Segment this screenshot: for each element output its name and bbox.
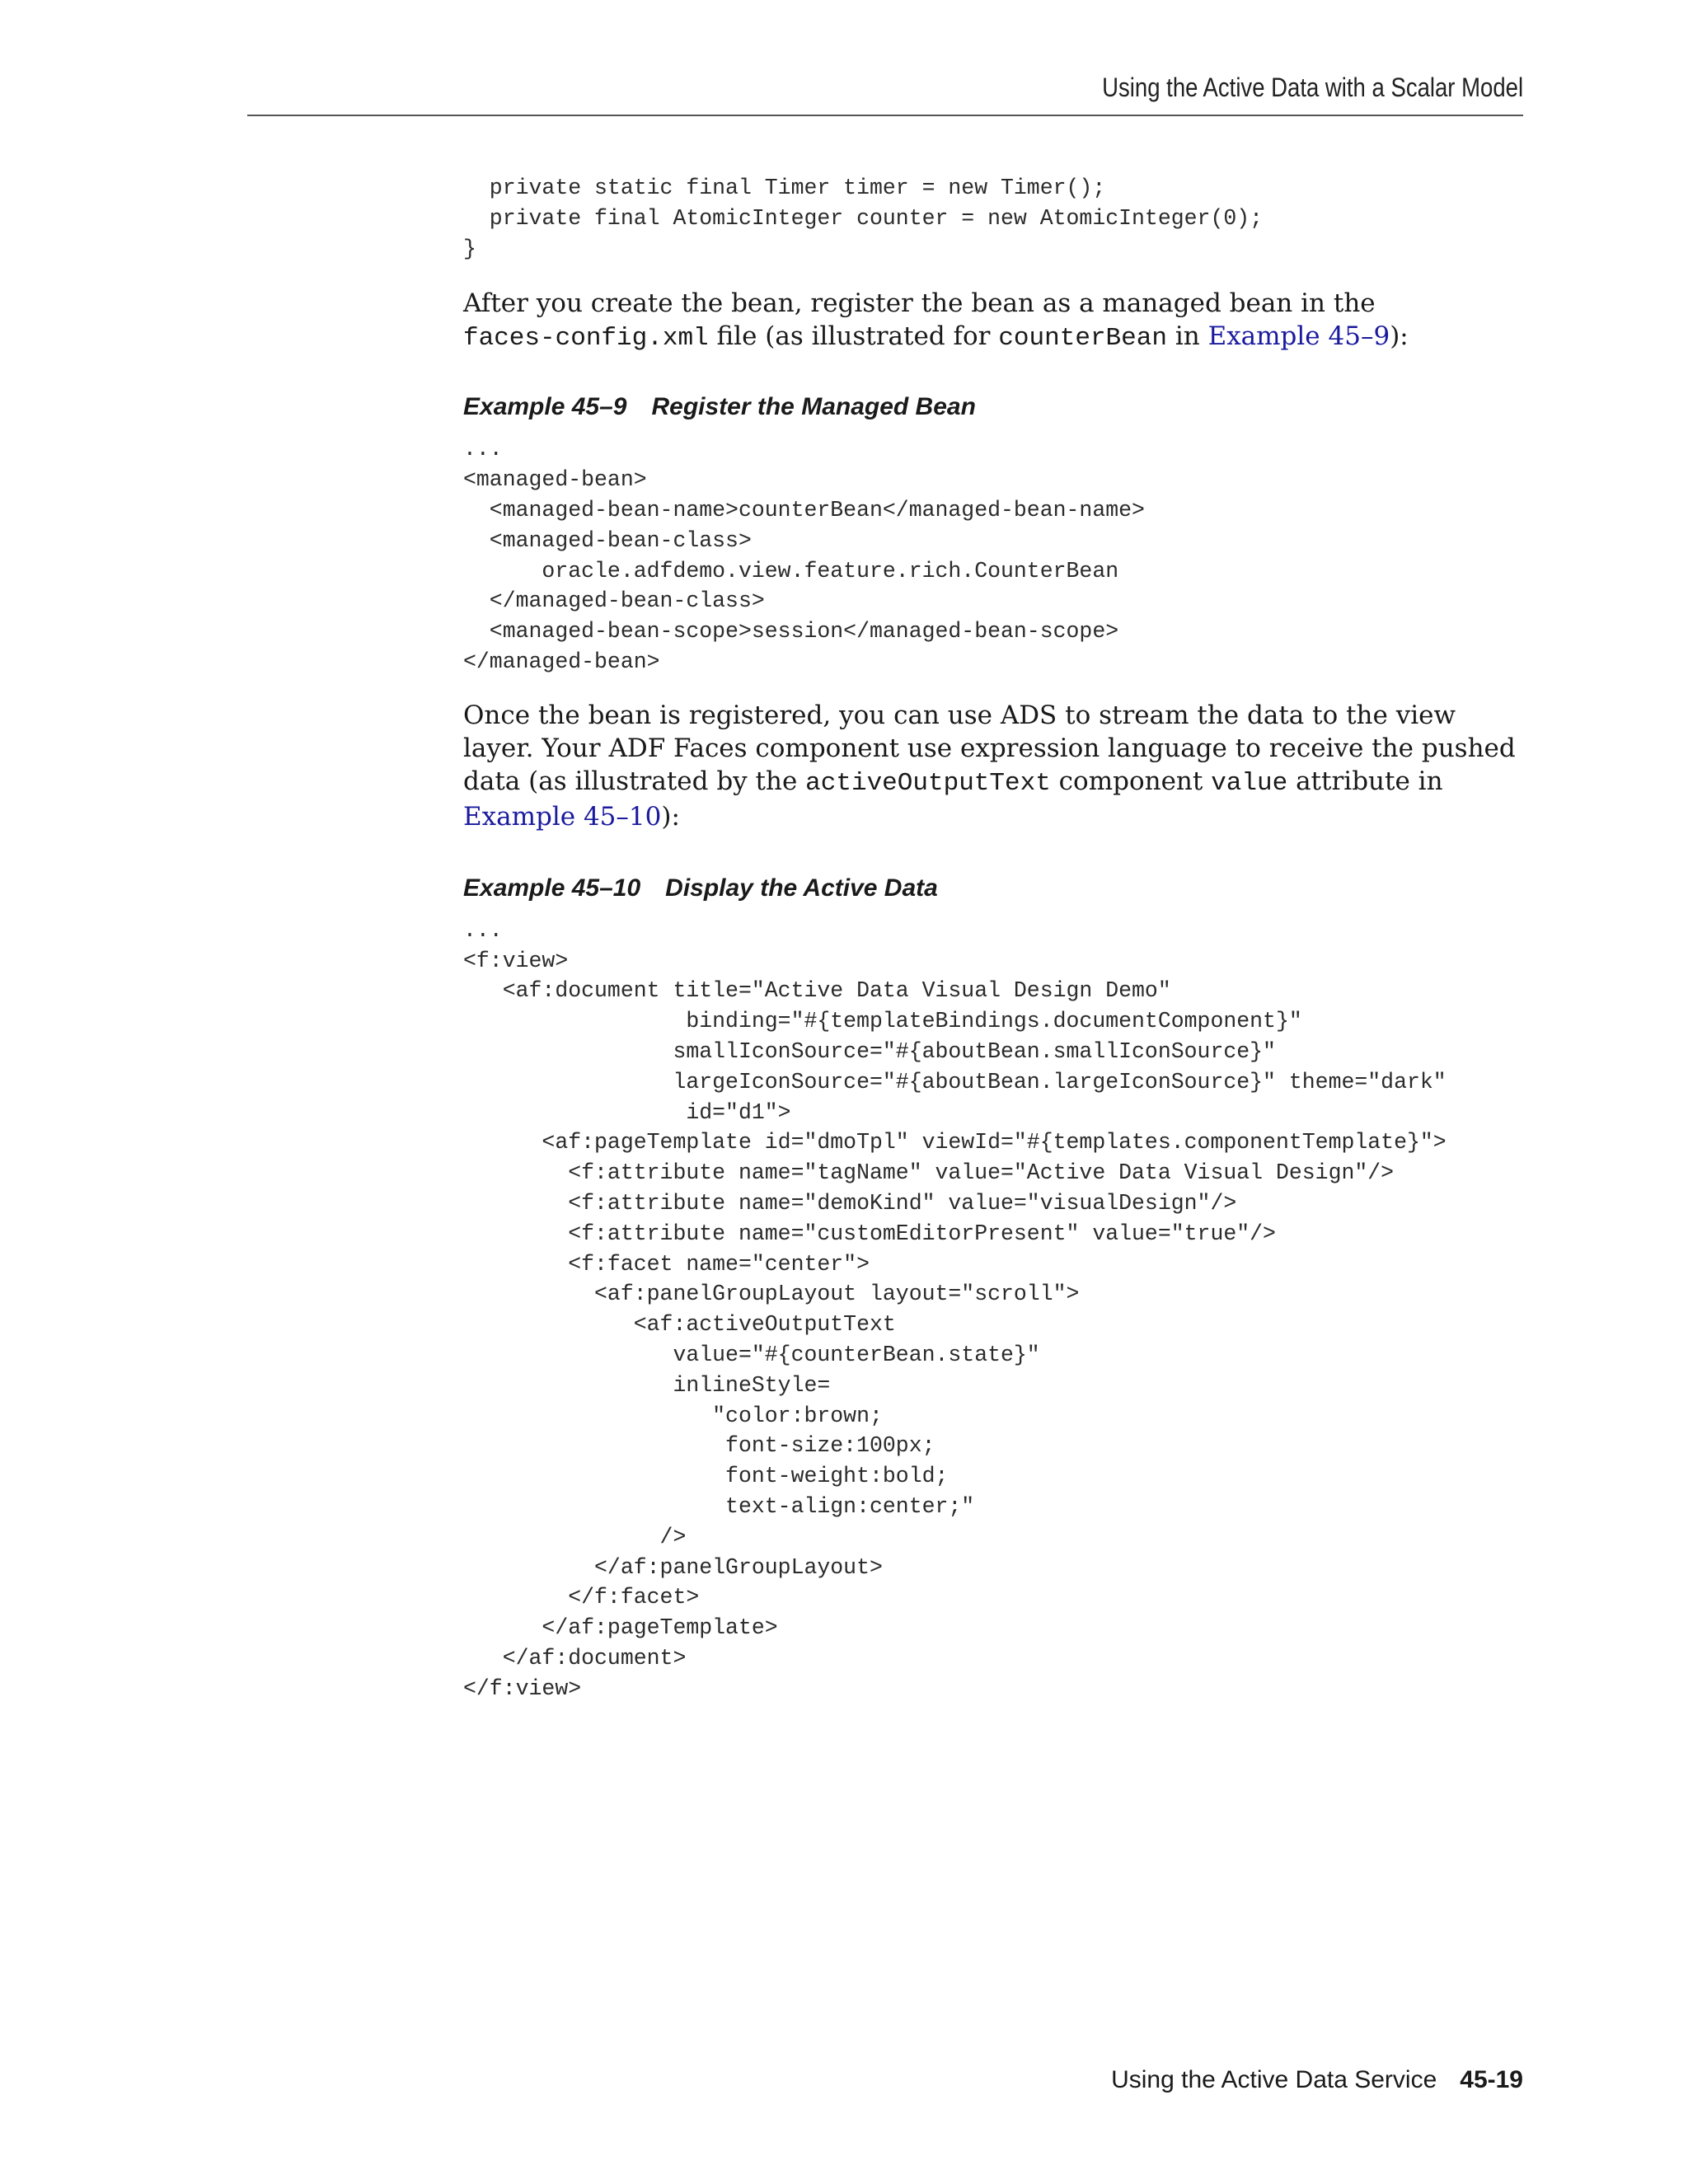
example-45-10-title [463,874,1526,902]
para2-text-4: ): [661,801,680,832]
para1-text-2: file (as illustrated for [708,321,999,352]
code-block-top: private static final Timer timer = new Timer(); private final AtomicInteger counter = new AtomicInteger(0); } [463,176,1264,261]
para1-text-4: ): [1390,321,1409,352]
paragraph-register-bean [463,287,1526,355]
para2-text-1: Once the bean is registered, you can use ADS to stream the data to the view layer. Your ADF Faces component use expression language to receive the pushed data (as illustrated by the [463,700,1516,796]
code-block-managed-bean: ... <managed-bean> <managed-bean-name>counterBean</managed-bean-name> <managed-bean-class> oracle.adfdemo.view.feature.rich.CounterBean </managed-bean-class> <managed-bean-scope>session</managed-bean-scope> </managed-bean> [463,437,1145,674]
header-rule [247,115,1523,116]
running-header: Using the Active Data with a Scalar Model [1102,73,1523,102]
footer-section-title: Using the Active Data Service [1111,2066,1437,2093]
code-counter-bean: counterBean [998,324,1167,354]
code-block-display-active-data: ... <f:view> <af:document title="Active Data Visual Design Demo" binding="#{templateBindings.documentComponent}" smallIconSource="#{aboutBean.smallIconSource}" largeIconSource="#{aboutBean.largeIconSource}" theme="dark" id="d1"> <af:pageTemplate id="dmoTpl" viewId="#{templates.componentTemplate}"> <f:attribute name="tagName" value="Active Data Visual Design"/> <f:attribute name="demoKind" value="visualDesign"/> <f:attribute name="customEditorPresent" value="true"/> <f:facet name="center"> <af:panelGroupLayout layout="scroll"> <af:activeOutputText value="#{counterBean.state}" inlineStyle= "color:brown; font-size:100px; font-weight:bold; text-align:center;" /> </af:panelGroupLayout> </f:facet> </af:pageTemplate> </af:document> </f:view> [463,917,1447,1701]
example-caption: Display the Active Data [665,874,938,902]
example-number: Example 45–9 [463,393,627,421]
page-content [463,173,1526,1704]
para1-text-3: in [1166,321,1208,352]
example-number: Example 45–10 [463,874,641,902]
example-45-9-title [463,393,1526,421]
page-footer [1111,2066,1523,2094]
link-example-45-9[interactable]: Example 45–9 [1207,321,1390,352]
link-example-45-10[interactable]: Example 45–10 [463,801,662,832]
para1-text-1: After you create the bean, register the bean as a managed bean in the [463,288,1376,319]
para2-text-3: attribute in [1287,766,1443,796]
para2-text-2: component [1050,766,1212,796]
code-faces-config: faces-config.xml [463,324,709,354]
example-caption: Register the Managed Bean [651,393,976,421]
paragraph-stream-data [463,699,1526,833]
page-number: 45-19 [1460,2066,1523,2093]
code-value: value [1211,768,1288,798]
code-active-output-text: activeOutputText [805,768,1051,798]
